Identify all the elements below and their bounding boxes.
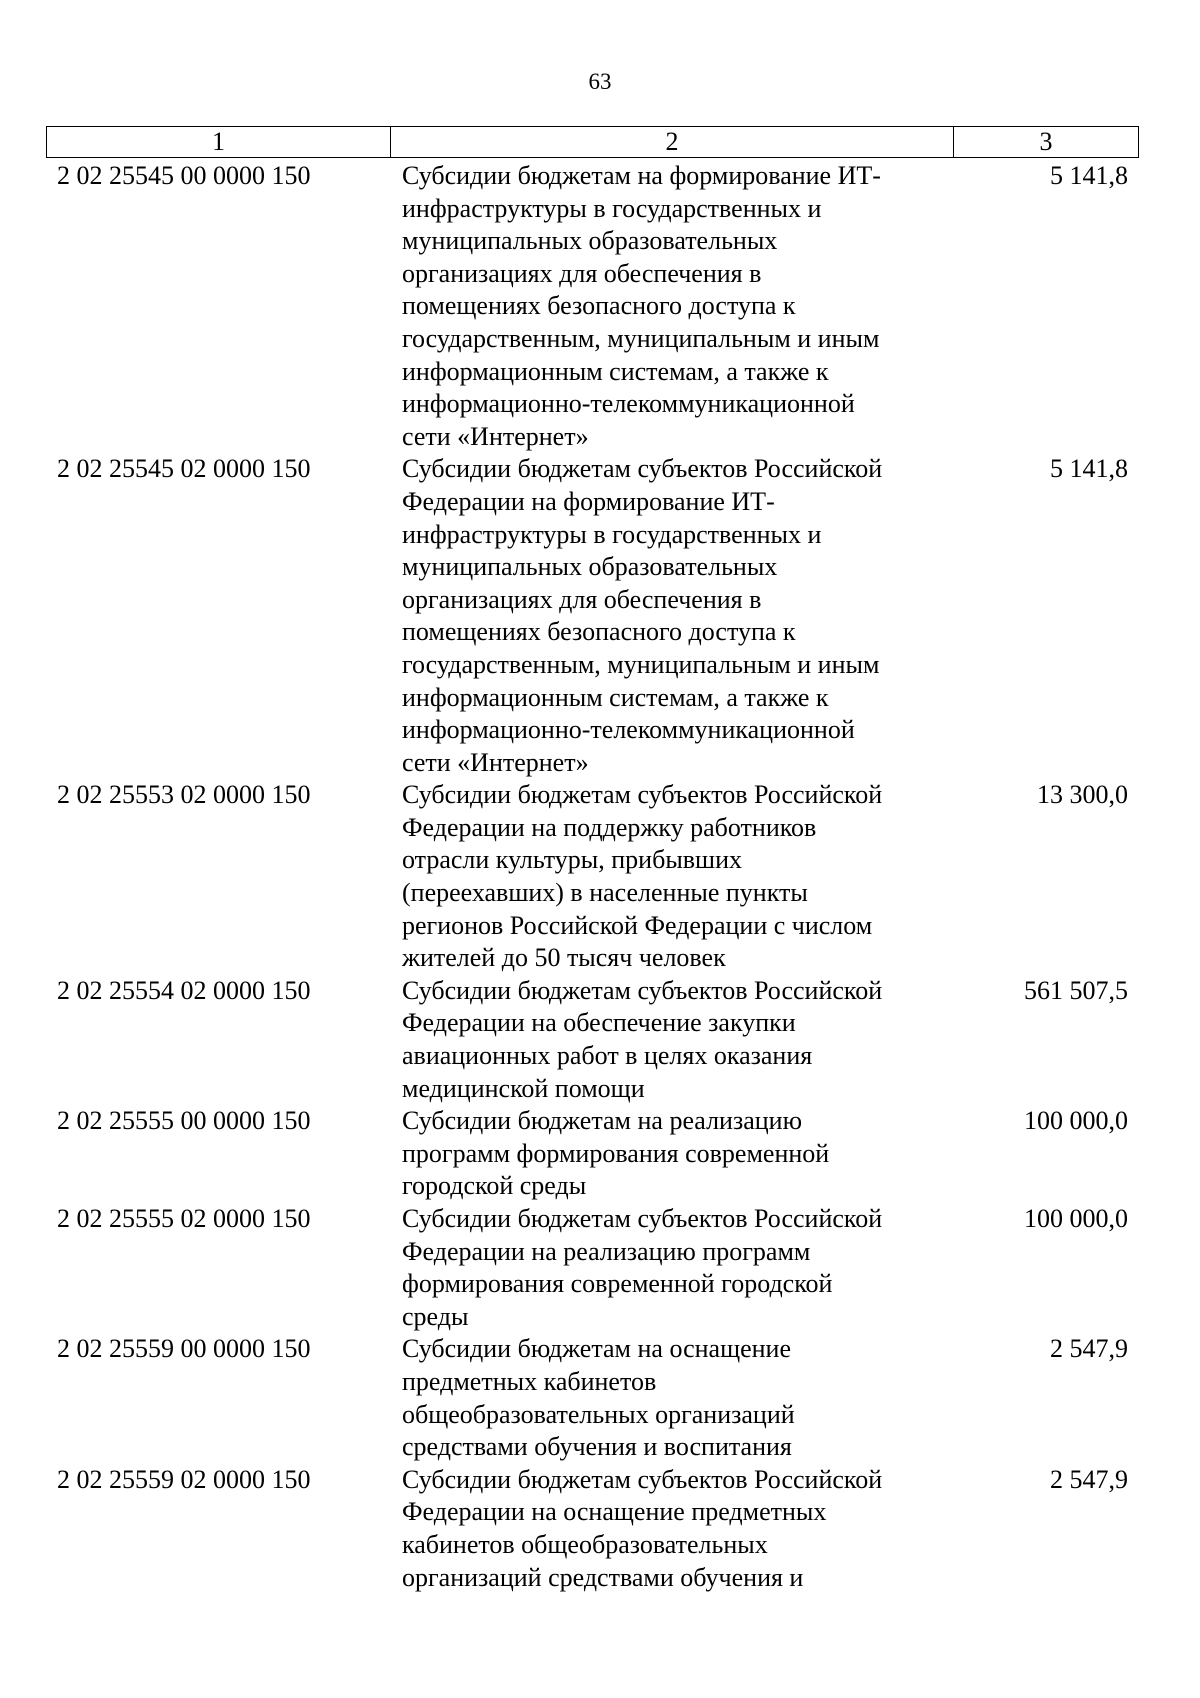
description-line: муниципальных образовательных <box>402 552 778 582</box>
description-line: кабинетов общеобразовательных <box>402 1529 768 1559</box>
table-row <box>46 1333 1139 1463</box>
budget-code: 2 02 25545 00 0000 150 <box>57 161 311 190</box>
description <box>390 975 953 1105</box>
description-line: Федерации на оснащение предметных <box>402 1497 827 1527</box>
budget-code: 2 02 25554 02 0000 150 <box>57 975 311 1005</box>
description <box>390 453 953 779</box>
budget-code: 2 02 25545 02 0000 150 <box>57 454 311 484</box>
description-line: среды <box>402 1301 469 1331</box>
description-line: Субсидии бюджетам на формирование ИТ- <box>402 161 881 190</box>
description-line: информационным системам, а также к <box>402 356 829 386</box>
description-line: предметных кабинетов <box>402 1366 657 1396</box>
description-line: средствами обучения и воспитания <box>402 1432 792 1462</box>
description-line: отрасли культуры, прибывших <box>402 845 742 875</box>
description-line: (переехавших) в населенные пункты <box>402 878 808 908</box>
amount: 2 547,9 <box>1050 1334 1128 1364</box>
budget-code: 2 02 25555 00 0000 150 <box>57 1106 311 1136</box>
description-line: Федерации на обеспечение закупки <box>402 1008 796 1038</box>
amount: 5 141,8 <box>1050 161 1128 190</box>
page-number: 63 <box>588 69 612 94</box>
description-line: Субсидии бюджетам на оснащение <box>402 1334 792 1364</box>
description-line: Федерации на реализацию программ <box>402 1236 811 1266</box>
table-row <box>46 1203 1139 1333</box>
amount: 100 000,0 <box>1024 1106 1128 1136</box>
description-line: организаций средствами обучения и <box>402 1562 804 1592</box>
table-row <box>46 1464 1139 1594</box>
description-line: программ формирования современной <box>402 1138 830 1168</box>
description-line: организациях для обеспечения в <box>402 584 762 614</box>
description-line: муниципальных образовательных <box>402 226 778 256</box>
table-row <box>46 975 1139 1105</box>
description-line: городской среды <box>402 1171 587 1201</box>
table-row <box>46 779 1139 975</box>
description-line: Субсидии бюджетам субъектов Российской <box>402 1204 883 1233</box>
description <box>390 779 953 975</box>
description-line: государственным, муниципальным и иным <box>402 323 880 353</box>
budget-code: 2 02 25553 02 0000 150 <box>57 780 311 810</box>
table-body <box>46 160 1139 1594</box>
description-line: информационно-телекоммуникационной <box>402 715 855 745</box>
description-line: Субсидии бюджетам субъектов Российской <box>402 454 883 484</box>
description-line: общеобразовательных организаций <box>402 1399 795 1429</box>
description <box>390 160 953 453</box>
description-line: инфраструктуры в государственных и <box>402 519 822 549</box>
header-col-3: 3 <box>1039 127 1053 156</box>
amount: 100 000,0 <box>1024 1204 1128 1233</box>
description-line: Субсидии бюджетам субъектов Российской <box>402 780 883 810</box>
header-col-2: 2 <box>391 127 954 157</box>
description <box>390 1464 953 1594</box>
description-line: информационным системам, а также к <box>402 682 829 712</box>
description-line: помещениях безопасного доступа к <box>402 291 796 321</box>
description-line: регионов Российской Федерации с числом <box>402 910 873 940</box>
description-line: сети «Интернет» <box>402 747 589 777</box>
amount: 2 547,9 <box>1050 1464 1128 1494</box>
description-line: помещениях безопасного доступа к <box>402 617 796 647</box>
description-line: Федерации на формирование ИТ- <box>402 486 775 516</box>
description-line: Субсидии бюджетам субъектов Российской <box>402 1464 883 1494</box>
description-line: информационно-телекоммуникационной <box>402 389 855 419</box>
budget-code: 2 02 25559 02 0000 150 <box>57 1464 311 1494</box>
description <box>390 1333 953 1463</box>
budget-code: 2 02 25555 02 0000 150 <box>57 1204 311 1233</box>
description-line: авиационных работ в целях оказания <box>402 1041 813 1071</box>
description <box>390 1105 953 1203</box>
description-line: сети «Интернет» <box>402 421 589 451</box>
description-line: жителей до 50 тысяч человек <box>402 943 726 973</box>
description-line: медицинской помощи <box>402 1073 645 1103</box>
table-row <box>46 453 1139 779</box>
description-line: инфраструктуры в государственных и <box>402 193 822 223</box>
budget-code: 2 02 25559 00 0000 150 <box>57 1334 311 1364</box>
table-row <box>46 1105 1139 1203</box>
amount: 13 300,0 <box>1037 780 1128 810</box>
description-line: Субсидии бюджетам на реализацию <box>402 1106 803 1136</box>
description-line: Субсидии бюджетам субъектов Российской <box>402 975 883 1005</box>
description <box>390 1203 953 1333</box>
description-line: государственным, муниципальным и иным <box>402 649 880 679</box>
description-line: Федерации на поддержку работников <box>402 812 817 842</box>
amount: 5 141,8 <box>1050 454 1128 484</box>
description-line: формирования современной городской <box>402 1269 833 1299</box>
table-row <box>46 160 1139 453</box>
description-line: организациях для обеспечения в <box>402 258 762 288</box>
header-col-1: 1 <box>47 127 391 157</box>
table-header <box>46 126 1139 158</box>
amount: 561 507,5 <box>1024 975 1128 1005</box>
